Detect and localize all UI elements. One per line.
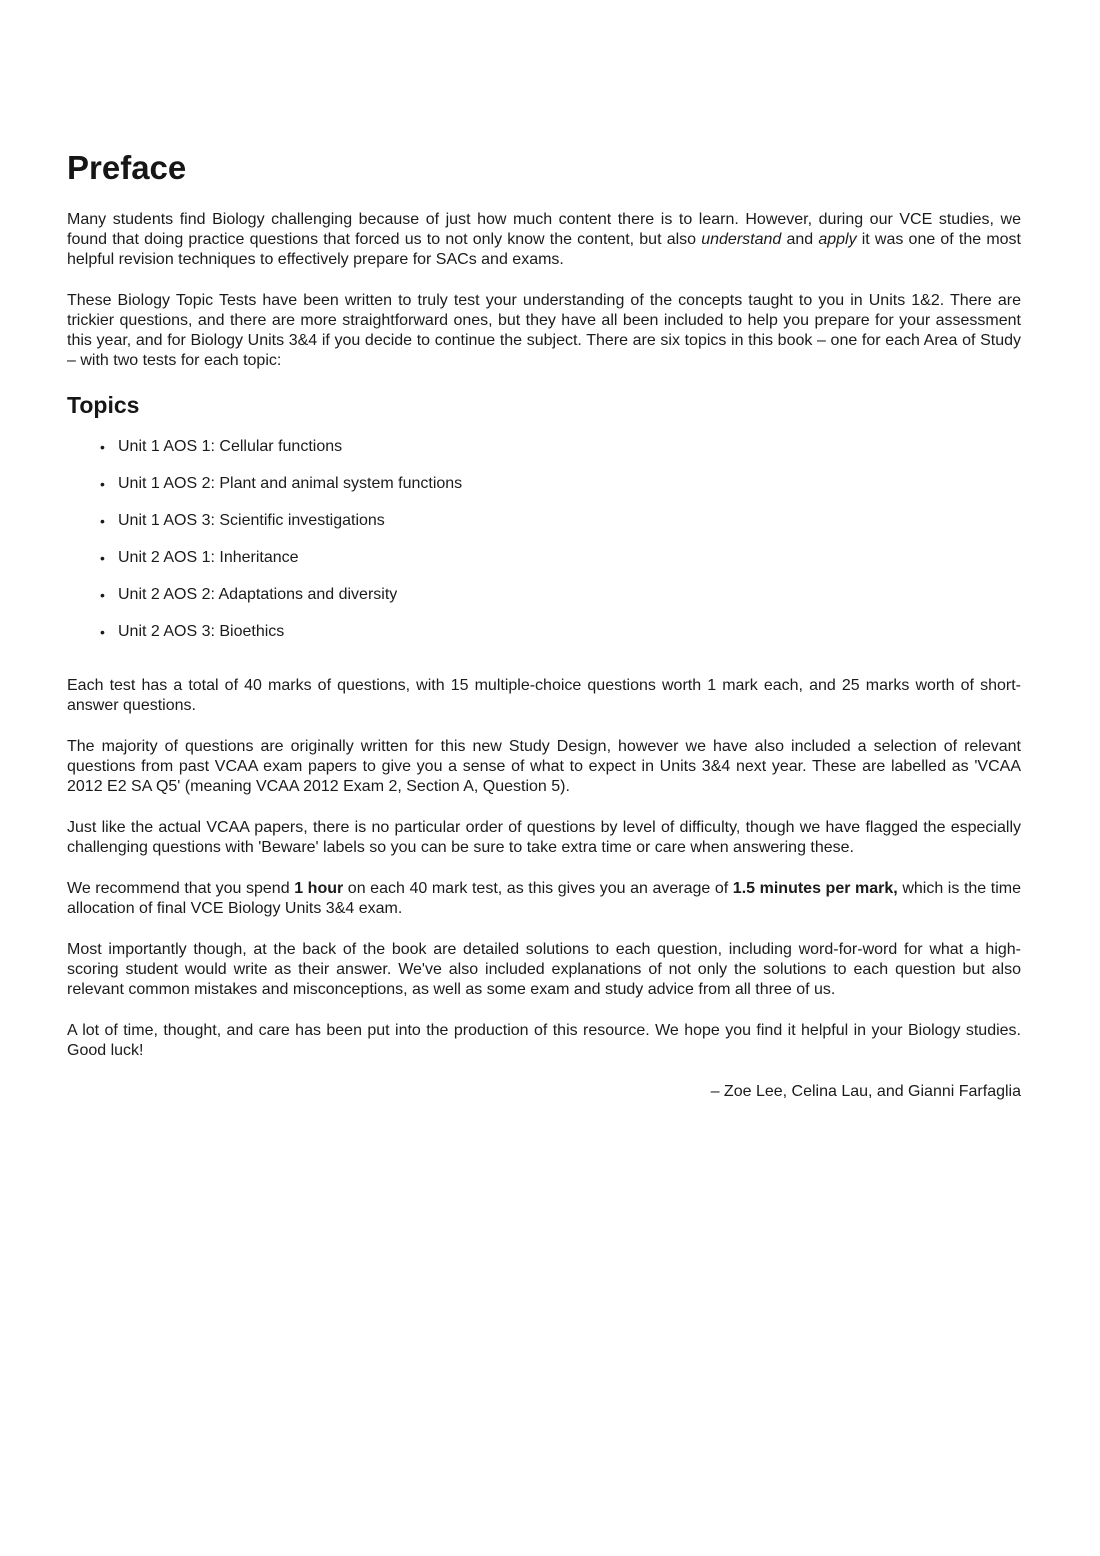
signature-line: – Zoe Lee, Celina Lau, and Gianni Farfaglia — [710, 1083, 1021, 1100]
paragraph: We recommend that you spend 1 hour on each 40 mark test, as this gives you an average of 1.5 minutes per mark, which is the time allocation of final VCE Biology Units 3&4 exam. — [67, 880, 1021, 917]
topic-item — [100, 437, 1021, 457]
page-title: Preface — [67, 149, 187, 186]
topics-list — [67, 437, 1021, 642]
bullet-icon: • — [100, 587, 105, 603]
topic-item — [100, 622, 1021, 642]
bullet-icon: • — [100, 439, 105, 455]
bullet-icon: • — [100, 513, 105, 529]
paragraph: Each test has a total of 40 marks of questions, with 15 multiple-choice questions worth 1 mark each, and 25 marks worth of short-answer questions. — [67, 677, 1021, 714]
topic-label: Unit 1 AOS 1: Cellular functions — [118, 438, 343, 455]
paragraph: These Biology Topic Tests have been written to truly test your understanding of the concepts taught to you in Units 1&2. There are trickier questions, and there are more straightforward ones, but they have all been included to help you prepare for your assessment this year, and for Biology Units 3&4 if you decide to continue the subject. There are six topics in this book – one for each Area of Study – with two tests for each topic: — [67, 292, 1021, 369]
topic-item — [100, 548, 1021, 568]
intro-paragraphs — [67, 210, 1021, 371]
topics-heading: Topics — [67, 392, 140, 418]
topic-label: Unit 1 AOS 2: Plant and animal system functions — [118, 475, 463, 492]
topic-item — [100, 511, 1021, 531]
topic-label: Unit 2 AOS 3: Bioethics — [118, 623, 285, 640]
topic-label: Unit 2 AOS 1: Inheritance — [118, 549, 299, 566]
paragraph: A lot of time, thought, and care has been put into the production of this resource. We hope you find it helpful in your Biology studies. Good luck! — [67, 1022, 1021, 1059]
paragraph: Most importantly though, at the back of the book are detailed solutions to each question, including word-for-word for what a high-scoring student would write as their answer. We've also included explanations of not only the solutions to each question but also relevant common mistakes and misconceptions, as well as some exam and study advice from all three of us. — [67, 941, 1021, 998]
topic-label: Unit 2 AOS 2: Adaptations and diversity — [118, 586, 398, 603]
body-paragraphs — [67, 676, 1021, 1061]
bullet-icon: • — [100, 550, 105, 566]
topic-item — [100, 585, 1021, 605]
paragraph: Many students find Biology challenging because of just how much content there is to learn. However, during our VCE studies, we found that doing practice questions that forced us to not only know the content, but also understand and apply it was one of the most helpful revision techniques to effectively prepare for SACs and exams. — [67, 211, 1022, 268]
bullet-icon: • — [100, 476, 105, 492]
paragraph: The majority of questions are originally written for this new Study Design, however we have also included a selection of relevant questions from past VCAA exam papers to give you a sense of what to expect in Units 3&4 next year. These are labelled as 'VCAA 2012 E2 SA Q5' (meaning VCAA 2012 Exam 2, Section A, Question 5). — [67, 738, 1021, 795]
topic-item — [100, 474, 1021, 494]
paragraph: Just like the actual VCAA papers, there is no particular order of questions by level of difficulty, though we have flagged the especially challenging questions with 'Beware' labels so you can be sure to take extra time or care when answering these. — [67, 819, 1021, 856]
bullet-icon: • — [100, 624, 105, 640]
topic-label: Unit 1 AOS 3: Scientific investigations — [118, 512, 385, 529]
